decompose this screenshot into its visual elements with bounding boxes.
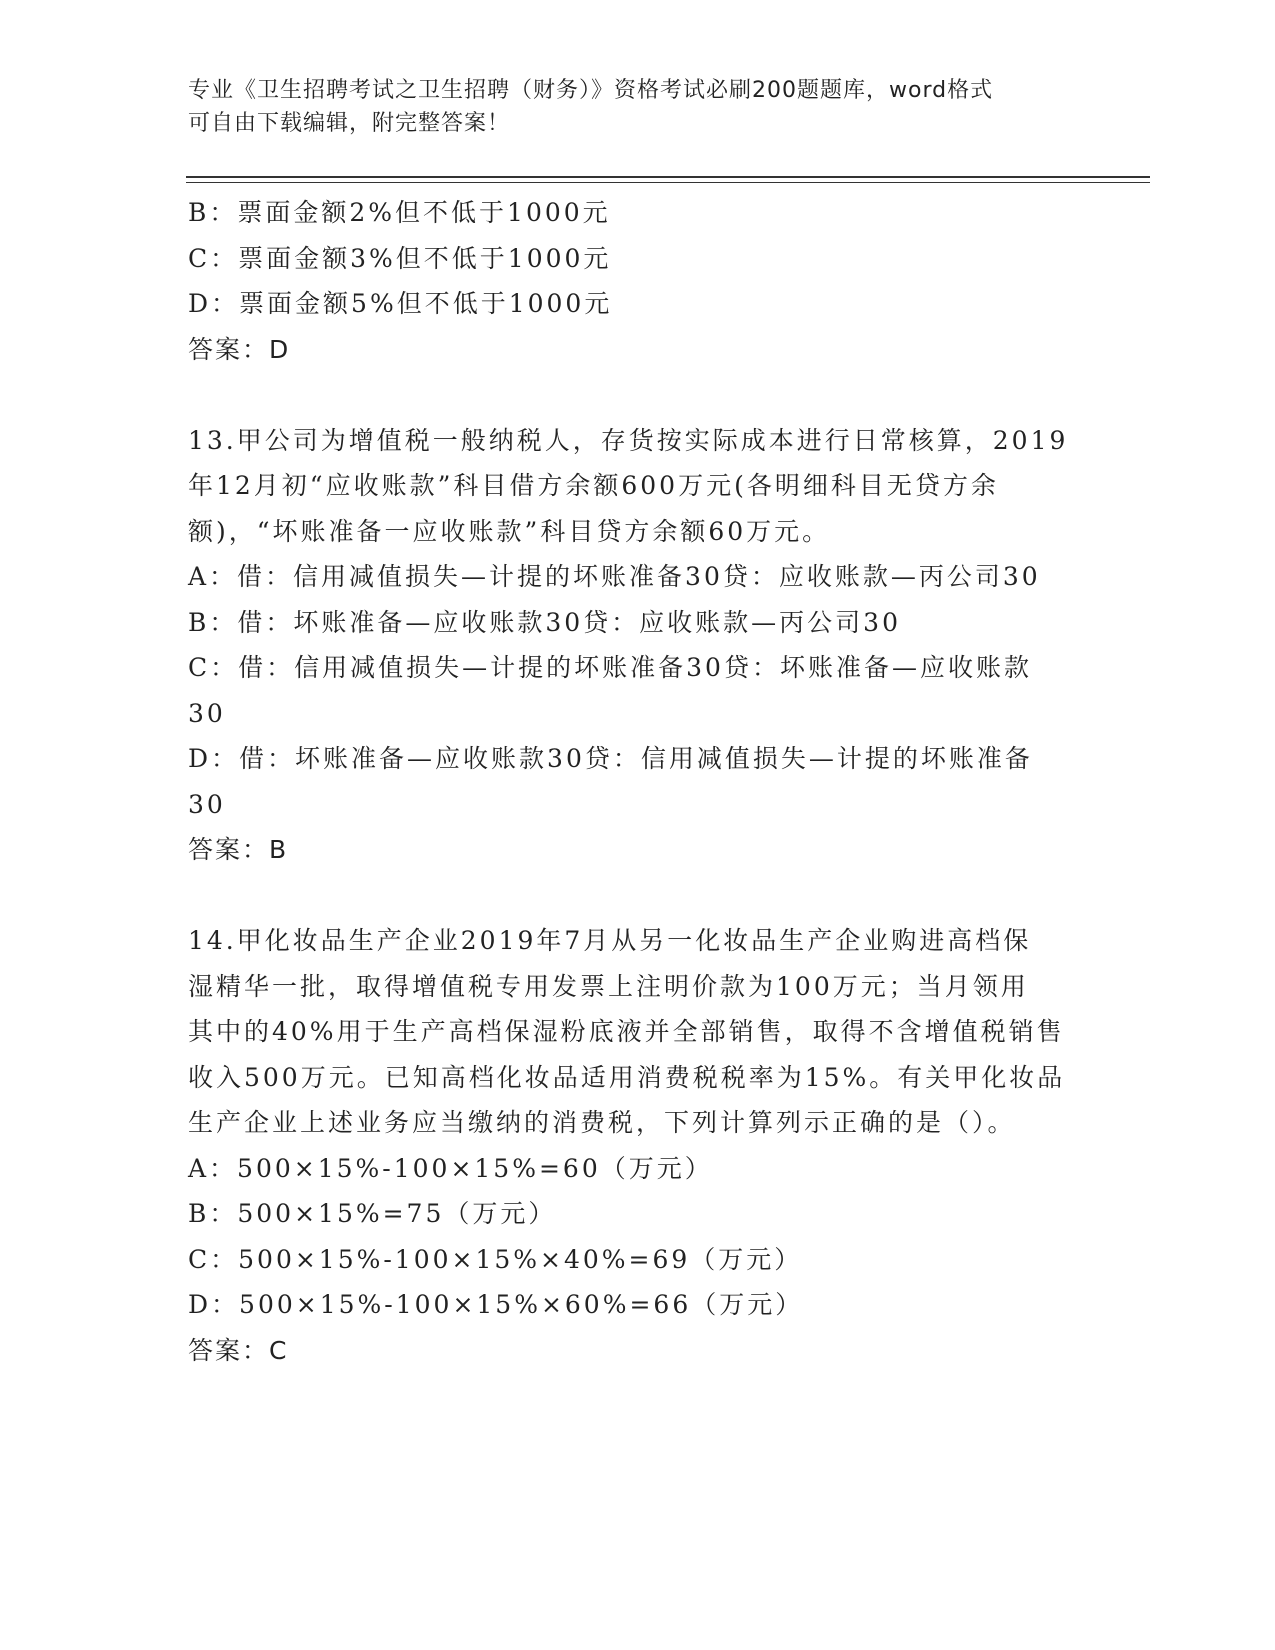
spacer [188,372,1088,418]
header-line-1: 专业《卫生招聘考试之卫生招聘（财务）》资格考试必刷200题题库，word格式 [188,78,994,103]
option-d-continued: 30 [188,789,226,819]
question-13 [188,418,1088,873]
option-d: D：票面金额5%但不低于1000元 [188,289,613,318]
option-a: A：500×15%-100×15%=60（万元） [188,1153,713,1183]
option-b: B：借：坏账准备—应收账款30贷：应收账款—丙公司30 [188,607,901,637]
question-12-tail [188,190,1088,372]
document-body [188,190,1088,1373]
document-header [188,74,1088,140]
question-14 [188,918,1088,1373]
question-stem-line: 年12月初“应收账款”科目借方余额600万元(各明细科目无贷方余 [188,471,999,500]
header-line-2: 可自由下载编辑，附完整答案！ [188,111,511,136]
question-stem-line: 14.甲化妆品生产企业2019年7月从另一化妆品生产企业购进高档保 [188,926,1032,955]
question-stem-line: 其中的40%用于生产高档保湿粉底液并全部销售，取得不含增值税销售 [188,1017,1065,1046]
answer-line: 答案：C [188,1335,289,1365]
option-c: C：票面金额3%但不低于1000元 [188,243,612,273]
header-rule-thick [186,176,1150,178]
option-b: B：票面金额2%但不低于1000元 [188,198,611,227]
option-c: C：借：信用减值损失—计提的坏账准备30贷：坏账准备—应收账款 [188,653,1032,682]
answer-line: 答案：D [188,334,291,364]
question-stem-line: 生产企业上述业务应当缴纳的消费税，下列计算列示正确的是（）。 [188,1108,1016,1137]
answer-line: 答案：B [188,835,289,864]
question-stem-line: 湿精华一批，取得增值税专用发票上注明价款为100万元；当月领用 [188,971,1029,1001]
question-stem-line: 额)，“坏账准备一应收账款”科目贷方余额60万元。 [188,516,831,546]
option-b: B：500×15%=75（万元） [188,1199,557,1228]
question-stem-line: 13.甲公司为增值税一般纳税人，存货按实际成本进行日常核算，2019 [188,425,1069,455]
question-stem-line: 收入500万元。已知高档化妆品适用消费税税率为15%。有关甲化妆品 [188,1062,1066,1092]
option-c: C：500×15%-100×15%×40%=69（万元） [188,1244,803,1274]
option-d: D：500×15%-100×15%×60%=66（万元） [188,1290,804,1319]
header-rule-thin [186,182,1150,183]
option-c-continued: 30 [188,698,226,728]
spacer [188,873,1088,919]
option-d: D：借：坏账准备—应收账款30贷：信用减值损失—计提的坏账准备 [188,744,1033,773]
option-a: A：借：信用减值损失—计提的坏账准备30贷：应收账款—丙公司30 [188,562,1041,591]
